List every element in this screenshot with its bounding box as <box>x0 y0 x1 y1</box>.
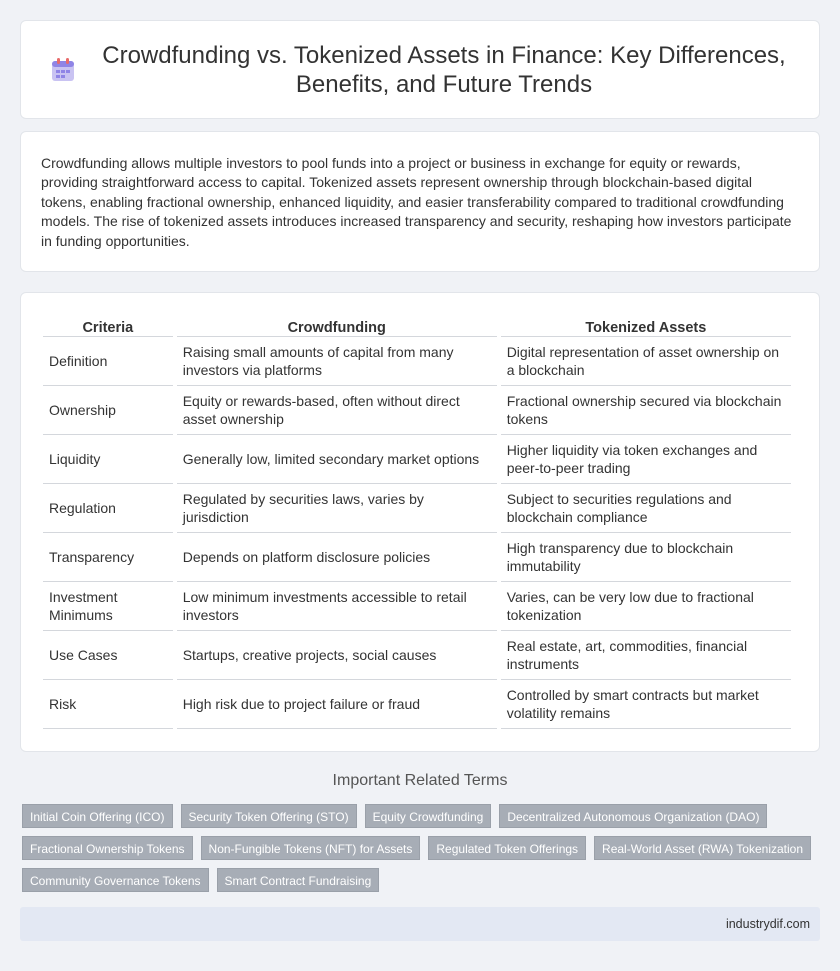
table-cell: Liquidity <box>43 435 173 484</box>
related-term-tag[interactable]: Regulated Token Offerings <box>428 836 586 860</box>
table-cell: Transparency <box>43 533 173 582</box>
table-row <box>43 435 791 484</box>
comparison-card <box>20 292 820 752</box>
intro-card <box>20 131 820 272</box>
table-row <box>43 337 791 386</box>
tag-row <box>22 804 822 828</box>
table-header-row <box>43 311 791 337</box>
footer-site-link[interactable]: industrydif.com <box>725 917 810 931</box>
related-term-tag[interactable]: Community Governance Tokens <box>22 868 209 892</box>
header-tokenized-assets: Tokenized Assets <box>501 311 791 337</box>
related-term-tag[interactable]: Smart Contract Fundraising <box>217 868 380 892</box>
related-term-tag[interactable]: Security Token Offering (STO) <box>181 804 357 828</box>
table-row <box>43 582 791 631</box>
page-title: Crowdfunding vs. Tokenized Assets in Finance: Key Differences, Benefits, and Future Trends <box>102 41 786 98</box>
table-cell: Real estate, art, commodities, financial instruments <box>501 631 791 680</box>
related-term-tag[interactable]: Real-World Asset (RWA) Tokenization <box>594 836 811 860</box>
table-cell: Risk <box>43 680 173 729</box>
table-row <box>43 533 791 582</box>
footer <box>20 907 820 941</box>
table-cell: Regulated by securities laws, varies by jurisdiction <box>177 484 497 533</box>
table-cell: Fractional ownership secured via blockchain tokens <box>501 386 791 435</box>
table-row <box>43 484 791 533</box>
calendar-icon <box>50 57 76 83</box>
related-term-tag[interactable]: Fractional Ownership Tokens <box>22 836 193 860</box>
table-cell: Use Cases <box>43 631 173 680</box>
table-row <box>43 386 791 435</box>
related-term-tag[interactable]: Non-Fungible Tokens (NFT) for Assets <box>201 836 421 860</box>
header <box>50 41 790 99</box>
comparison-table <box>39 311 795 729</box>
related-term-tag[interactable]: Decentralized Autonomous Organization (DAO) <box>499 804 767 828</box>
table-row <box>43 680 791 729</box>
header-card <box>20 20 820 119</box>
table-cell: Controlled by smart contracts but market volatility remains <box>501 680 791 729</box>
table-cell: Digital representation of asset ownership on a blockchain <box>501 337 791 386</box>
table-cell: Raising small amounts of capital from many investors via platforms <box>177 337 497 386</box>
related-term-tag[interactable]: Equity Crowdfunding <box>365 804 492 828</box>
table-cell: Generally low, limited secondary market options <box>177 435 497 484</box>
table-cell: Definition <box>43 337 173 386</box>
table-cell: Varies, can be very low due to fractional tokenization <box>501 582 791 631</box>
related-terms <box>22 804 822 900</box>
header-crowdfunding: Crowdfunding <box>177 311 497 337</box>
tag-row <box>22 868 822 892</box>
tag-row <box>22 836 822 860</box>
table-cell: Equity or rewards-based, often without direct asset ownership <box>177 386 497 435</box>
table-cell: Ownership <box>43 386 173 435</box>
table-cell: Startups, creative projects, social causes <box>177 631 497 680</box>
table-cell: Subject to securities regulations and blockchain compliance <box>501 484 791 533</box>
table-cell: High transparency due to blockchain immutability <box>501 533 791 582</box>
table-cell: High risk due to project failure or fraud <box>177 680 497 729</box>
table-cell: Depends on platform disclosure policies <box>177 533 497 582</box>
related-term-tag[interactable]: Initial Coin Offering (ICO) <box>22 804 173 828</box>
table-cell: Higher liquidity via token exchanges and peer-to-peer trading <box>501 435 791 484</box>
table-cell: Low minimum investments accessible to retail investors <box>177 582 497 631</box>
header-criteria: Criteria <box>43 311 173 337</box>
related-terms-title: Important Related Terms <box>332 772 508 789</box>
table-cell: Regulation <box>43 484 173 533</box>
table-cell: Investment Minimums <box>43 582 173 631</box>
intro-paragraph: Crowdfunding allows multiple investors to pool funds into a project or business in exchange for equity or rewards, providing straightforward access to capital. Tokenized assets represent ownership through blockchain-based digital tokens, enabling fractional ownership, enhanced liquidity, and easier transferability compared to traditional crowdfunding models. The rise of tokenized assets introduces increased transparency and security, reshaping how investors participate in funding opportunities. <box>41 155 792 249</box>
table-row <box>43 631 791 680</box>
